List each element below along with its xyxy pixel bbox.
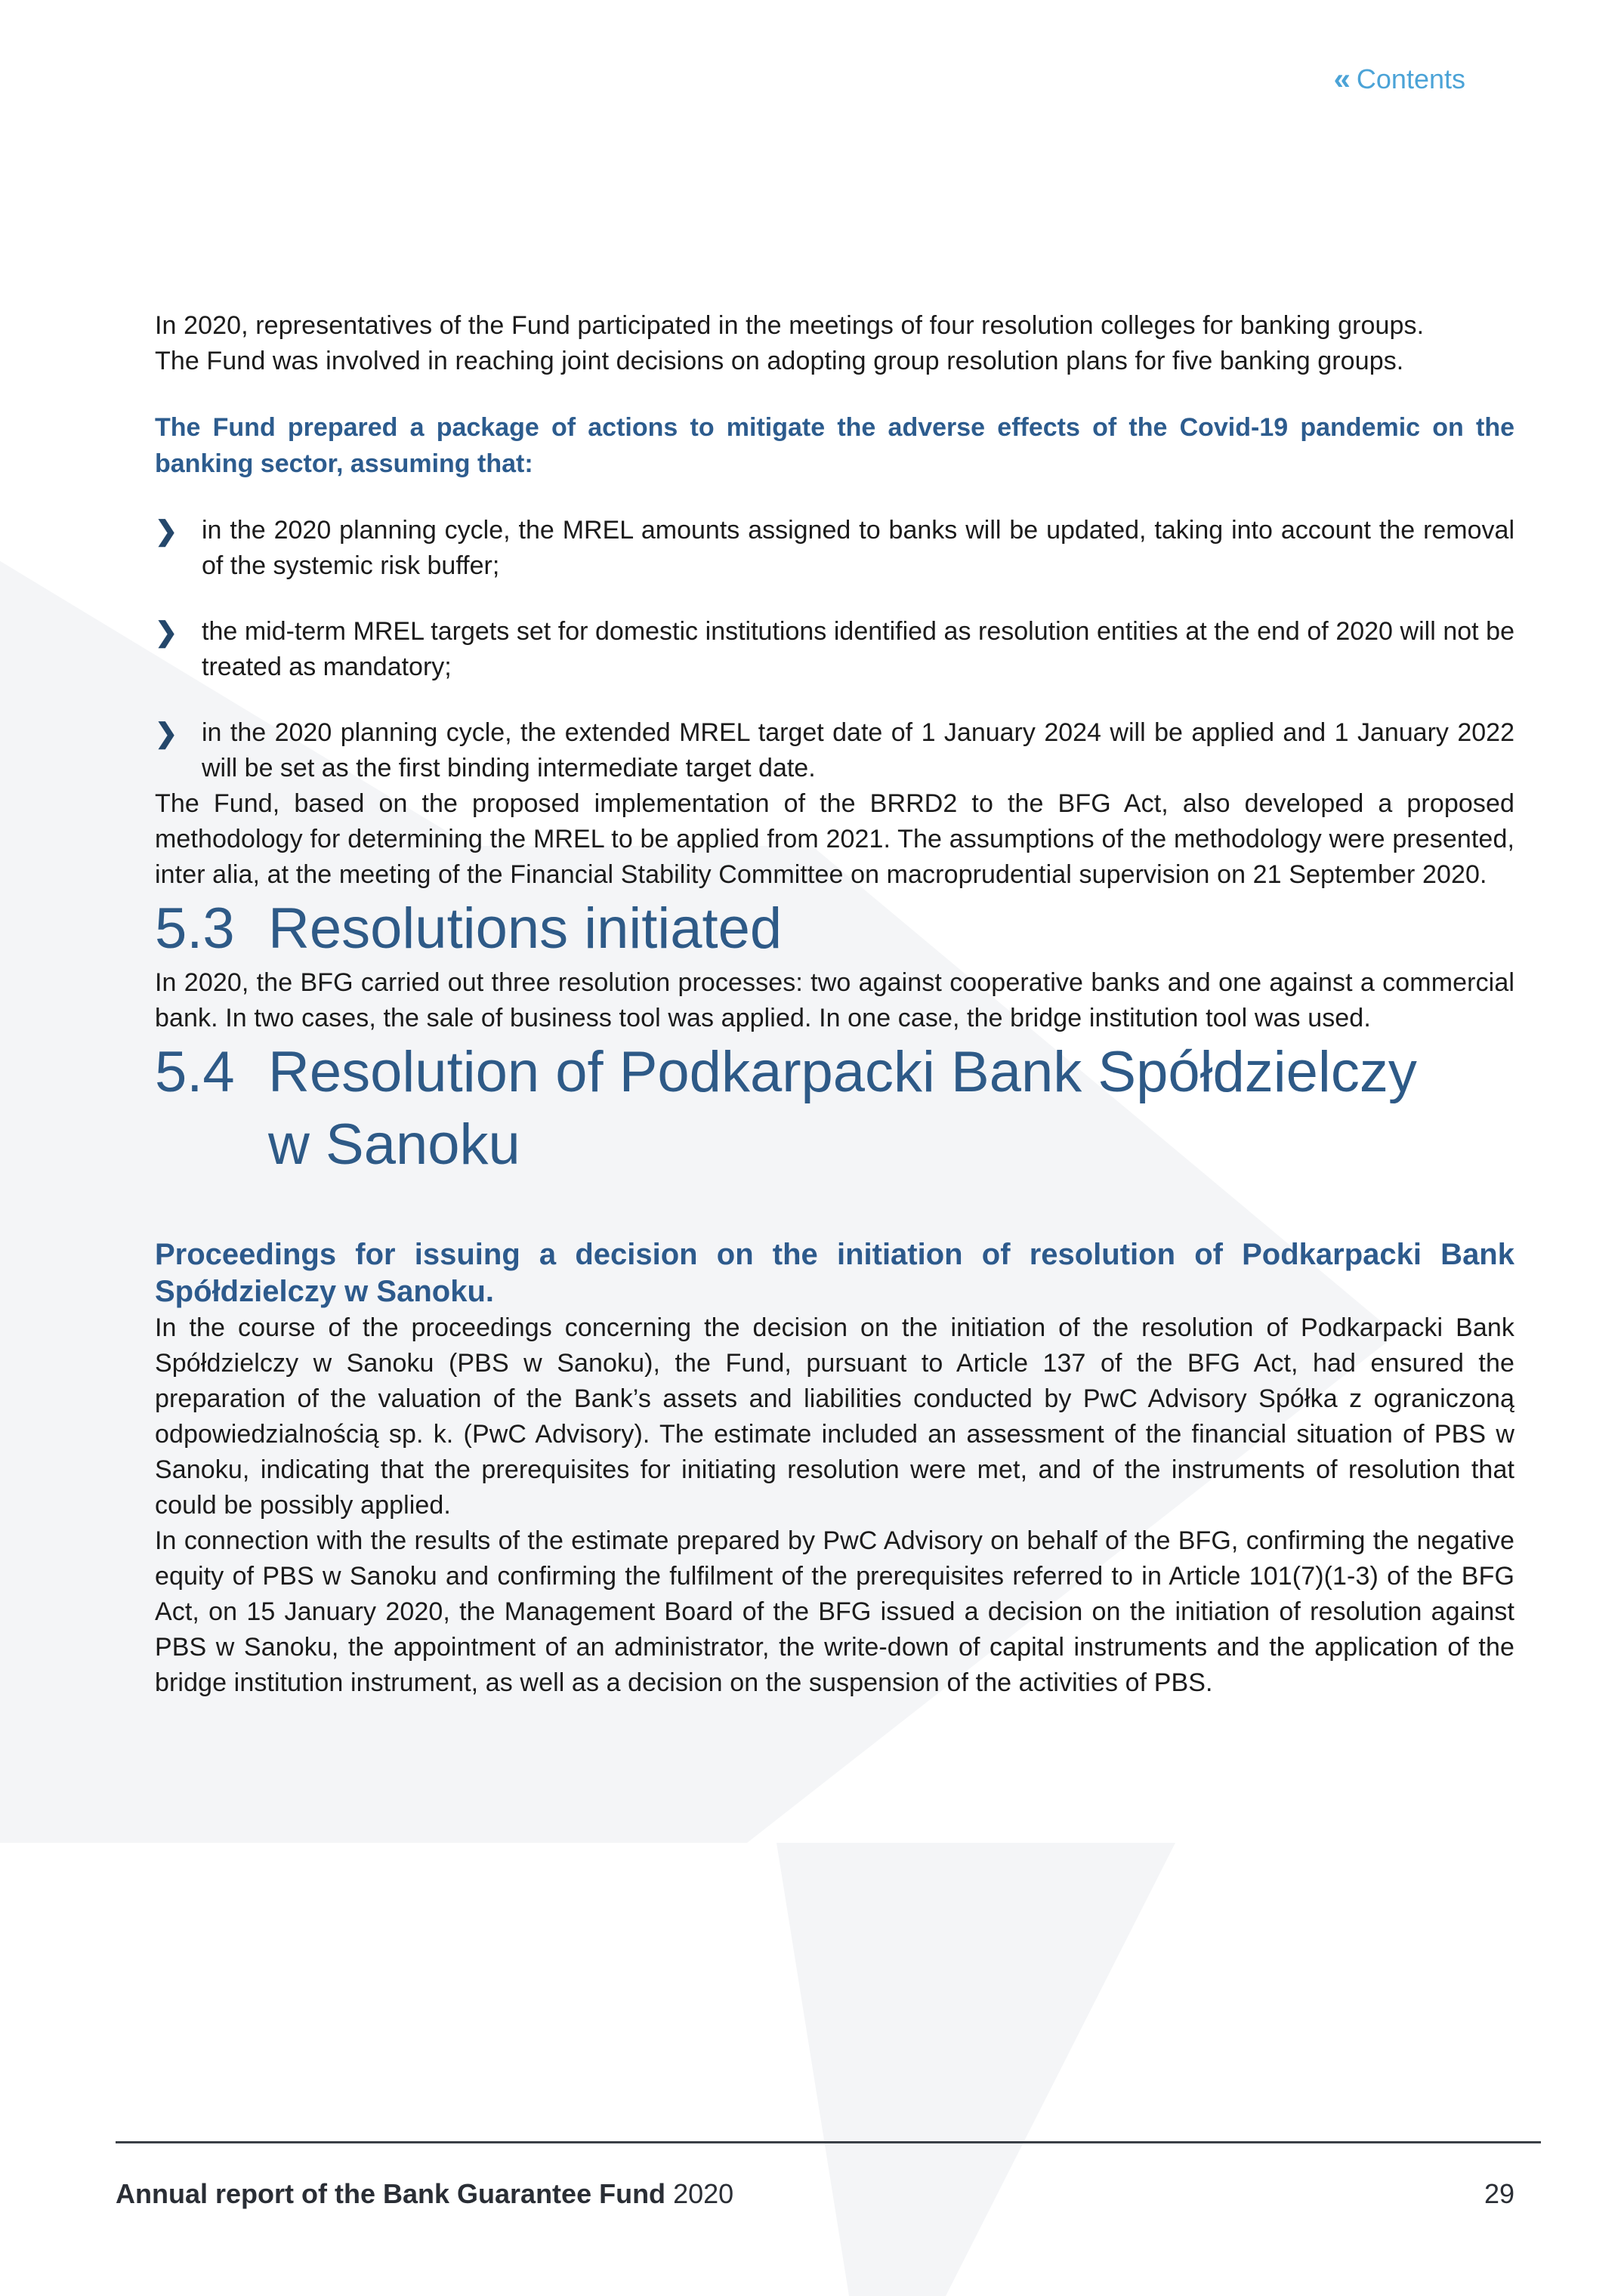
chevron-right-icon: ❯ [155,718,178,748]
paragraph-covid-package-intro: The Fund prepared a package of actions to mitigate the adverse effects of the Covid-19 pandemic on the banking sector, assuming that: [155,413,1514,478]
list-item [155,513,1514,584]
bullet-text-midterm-targets: the mid-term MREL targets set for domestic institutions identified as resolution entities at the end of 2020 will not be treated as mandatory; [202,617,1514,681]
double-chevron-left-icon: « [1333,63,1351,96]
contents-link-label: Contents [1356,63,1465,94]
covid-actions-bullet-list [155,513,1514,786]
section-number: 5.4 [155,1039,235,1104]
list-item [155,614,1514,685]
subheading-proceedings: Proceedings for issuing a decision on the initiation of resolution of Podkarpacki Bank Spółdzielczy w Sanoku. [155,1238,1514,1309]
chevron-right-icon: ❯ [155,515,178,546]
section-heading-5-4 [155,1036,1514,1181]
bullet-text-extended-target-date: in the 2020 planning cycle, the extended MREL target date of 1 January 2024 will be applied and 1 January 2022 will be set as the first binding intermediate target date. [202,718,1514,782]
footer-report-title [116,2178,733,2210]
bullet-text-mrel-update: in the 2020 planning cycle, the MREL amounts assigned to banks will be updated, taking into account the removal of the systemic risk buffer; [202,516,1514,580]
footer-divider [116,2141,1541,2143]
diagonal-background-band-bottom [680,1843,1284,2296]
page-number: 29 [1484,2178,1514,2209]
paragraph-valuation-proceedings: In the course of the proceedings concerning the decision on the initiation of the resolution of Podkarpacki Bank Spółdzielczy w Sanoku (PBS w Sanoku), the Fund, pursuant to Article 137 of the BFG Act, had ensured the preparation of the valuation of the Bank’s assets and liabilities conducted by PwC Advisory Spółka z ograniczoną odpowiedzialnością sp. k. (PwC Advisory). The estimate included an assessment of the financial situation of PBS w Sanoku, indicating that the prerequisites for initiating resolution were met, and of the instruments of resolution that could be possibly applied. [155,1313,1514,1520]
list-item [155,715,1514,786]
chevron-right-icon: ❯ [155,616,178,647]
section-heading-5-3 [155,893,1514,965]
footer-report-year: 2020 [673,2178,734,2209]
paragraph-joint-decisions: The Fund was involved in reaching joint decisions on adopting group resolution plans for five banking groups. [155,347,1404,375]
section-title-line1: Resolution of Podkarpacki Bank Spółdzielczy [268,1039,1417,1104]
section-title [268,1036,1514,1181]
paragraph-resolution-decision: In connection with the results of the estimate prepared by PwC Advisory on behalf of the BFG, confirming the negative equity of PBS w Sanoku and confirming the fulfilment of the prerequisites referred to in Article 101(7)(1-3) of the BFG Act, on 15 January 2020, the Management Board of the BFG issued a decision on the initiation of resolution against PBS w Sanoku, the appointment of an administrator, the write-down of capital instruments and the application of the bridge institution instrument, as well as a decision on the suspension of the activities of PBS. [155,1526,1514,1698]
paragraph-resolution-colleges: In 2020, representatives of the Fund participated in the meetings of four resolution colleges for banking groups. [155,311,1425,340]
page-footer [116,2178,1514,2210]
section-title: Resolutions initiated [268,896,783,961]
section-title-line2: w Sanoku [268,1112,520,1177]
paragraph-brrd2-methodology: The Fund, based on the proposed implementation of the BRRD2 to the BFG Act, also developed a proposed methodology for determining the MREL to be applied from 2021. The assumptions of the methodology were presented, inter alia, at the meeting of the Financial Stability Committee on macroprudential supervision on 21 September 2020. [155,789,1514,889]
footer-report-title-bold: Annual report of the Bank Guarantee Fund [116,2178,666,2209]
section-number: 5.3 [155,896,235,961]
paragraph-three-resolutions: In 2020, the BFG carried out three resolution processes: two against cooperative banks and one against a commercial bank. In two cases, the sale of business tool was applied. In one case, the bridge institution tool was used. [155,967,1514,1032]
